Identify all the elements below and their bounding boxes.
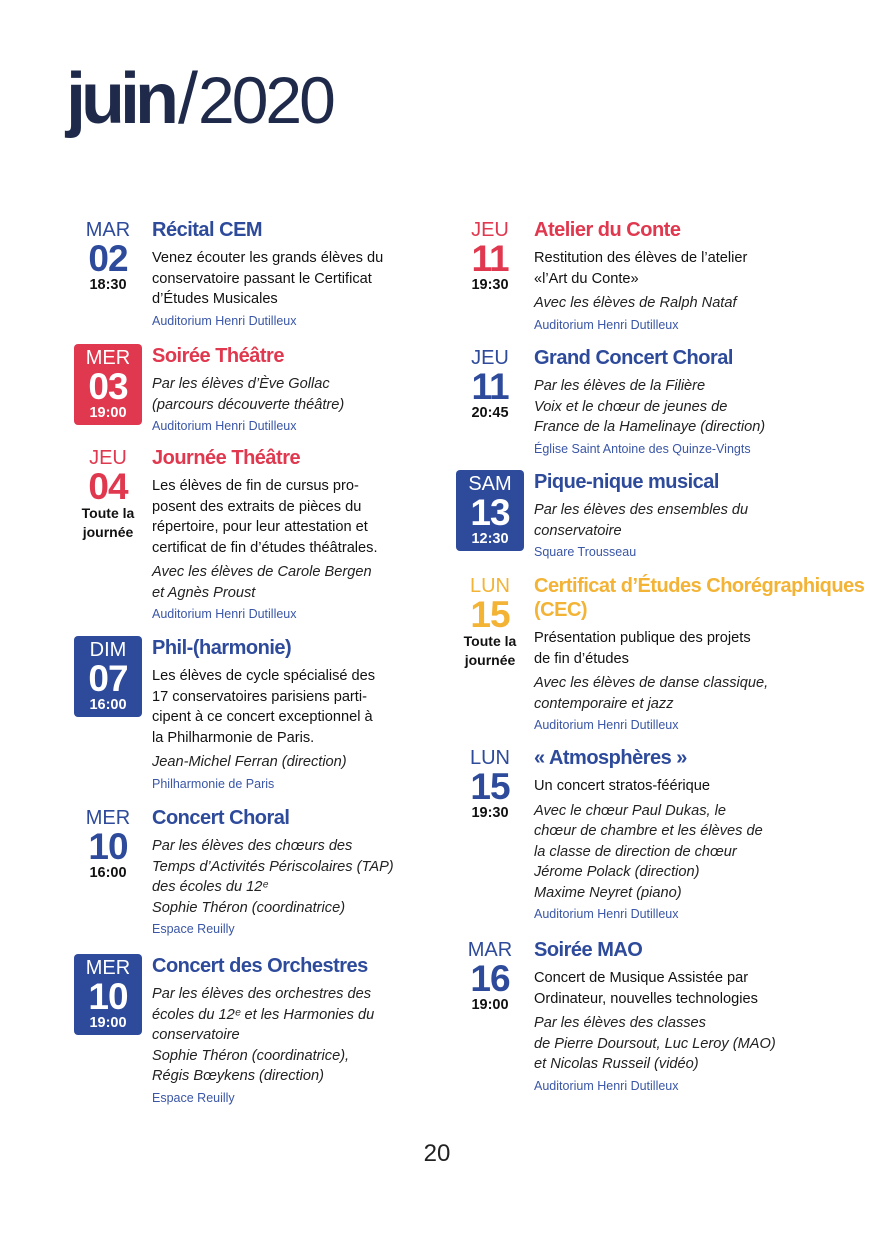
event-credits: [152, 562, 502, 603]
event-weekday: MER: [85, 807, 131, 829]
event-item: [456, 346, 874, 458]
event-credit-line: (parcours découverte théâtre): [152, 396, 345, 413]
event-credit-line: écoles du 12ᵉ et les Harmonies du: [152, 1006, 375, 1023]
event-venue: Auditorium Henri Dutilleux: [152, 419, 297, 433]
event-credit-line: Par les élèves des chœurs des: [152, 838, 353, 854]
event-body: [152, 446, 502, 623]
event-venue: Philharmonie de Paris: [152, 776, 275, 791]
event-title: Récital CEM: [152, 219, 263, 241]
event-body: [152, 954, 502, 1107]
event-date: [456, 346, 524, 422]
event-credit-line: Jérome Polack (direction): [534, 864, 700, 880]
event-time: 16:00: [89, 697, 127, 713]
event-credit-line: Maxime Neyret (piano): [534, 884, 682, 901]
event-credit-line: Avec les élèves de danse classique,: [534, 675, 769, 691]
event-item: [74, 636, 502, 793]
event-day-number: 15: [470, 766, 510, 807]
event-date: [456, 938, 524, 1014]
event-credit-line: et Agnès Proust: [152, 584, 256, 601]
event-item: [74, 218, 502, 330]
event-item: [74, 446, 502, 623]
title-month: juin: [66, 59, 174, 139]
event-date: [74, 344, 142, 425]
event-time: 20:45: [471, 405, 509, 421]
event-credit-line: conservatoire: [534, 522, 622, 539]
event-body: [152, 218, 502, 330]
event-date: [74, 636, 142, 717]
event-weekday: LUN: [469, 747, 510, 769]
event-venue: Auditorium Henri Dutilleux: [534, 1078, 679, 1093]
page-title: [66, 58, 333, 148]
event-title: Phil-(harmonie): [152, 637, 292, 659]
event-day-number: 16: [470, 958, 510, 999]
event-time: Toute la journée: [463, 633, 517, 668]
event-body: [534, 938, 874, 1095]
event-venue: Square Trousseau: [534, 545, 637, 559]
event-credit-line: Voix et le chœur de jeunes de: [534, 398, 728, 415]
event-date: [456, 574, 524, 670]
event-description-line: Présentation publique des projets: [534, 630, 751, 646]
event-day-number: 04: [88, 466, 128, 507]
event-credit-line: Par les élèves des ensembles du: [534, 502, 749, 518]
event-title: Certificat d’Études Chorégraphiques (CEC): [534, 575, 865, 621]
title-year: 2020: [197, 63, 333, 137]
event-title: Concert Choral: [152, 807, 290, 829]
event-day-number: 02: [88, 238, 128, 279]
event-item: [456, 938, 874, 1095]
event-credits: [534, 376, 874, 438]
event-title: « Atmosphères »: [534, 747, 687, 769]
page-number: 20: [423, 1140, 451, 1167]
event-body: [534, 470, 874, 561]
event-weekday: MAR: [467, 939, 513, 961]
event-weekday: LUN: [469, 575, 510, 597]
event-time: 19:00: [471, 997, 509, 1013]
event-date: [456, 218, 524, 294]
event-item: [456, 470, 874, 561]
event-item: [456, 574, 874, 734]
event-weekday: MAR: [85, 219, 131, 241]
event-body: [534, 346, 874, 458]
event-date: [456, 470, 524, 551]
event-weekday: JEU: [89, 447, 127, 469]
event-time: 19:30: [471, 805, 509, 821]
event-day-number: 13: [470, 492, 510, 533]
event-title: Atelier du Conte: [534, 219, 681, 241]
event-body: [152, 806, 502, 938]
event-credit-line: Avec les élèves de Carole Bergen: [152, 564, 372, 580]
event-credit-line: Sophie Théron (coordinatrice): [152, 899, 346, 916]
event-date: [74, 218, 142, 294]
event-title: Journée Théâtre: [152, 447, 301, 469]
event-item: [74, 954, 502, 1107]
event-credits: [152, 374, 502, 415]
event-description-line: Les élèves de fin de cursus pro-: [152, 478, 359, 494]
event-venue: Église Saint Antoine des Quinze-Vingts: [534, 441, 751, 456]
event-description-line: d’Études Musicales: [152, 291, 278, 307]
event-description-line: «l’Art du Conte»: [534, 270, 639, 287]
event-venue: Auditorium Henri Dutilleux: [152, 313, 297, 328]
event-credit-line: conservatoire: [152, 1027, 240, 1043]
event-description-line: Venez écouter les grands élèves du: [152, 250, 384, 266]
event-item: [74, 806, 502, 938]
event-credit-line: Par les élèves des orchestres des: [152, 986, 372, 1002]
event-time: 19:30: [471, 277, 509, 293]
event-date: [74, 954, 142, 1035]
event-credits: [152, 984, 502, 1087]
event-credit-line: contemporaire et jazz: [534, 695, 674, 712]
event-body: [534, 218, 874, 334]
event-credit-line: et Nicolas Russeil (vidéo): [534, 1056, 699, 1072]
event-credit-line: de Pierre Doursout, Luc Leroy (MAO): [534, 1035, 776, 1052]
event-weekday: JEU: [471, 219, 509, 241]
event-title: Grand Concert Choral: [534, 347, 733, 369]
event-description-line: la Philharmonie de Paris.: [152, 729, 315, 746]
event-venue: Espace Reuilly: [152, 922, 235, 936]
event-time: 19:00: [89, 405, 127, 421]
event-description-line: posent des extraits de pièces du: [152, 498, 362, 515]
event-title: Soirée Théâtre: [152, 345, 284, 367]
event-credit-line: Jean-Michel Ferran (direction): [152, 754, 347, 770]
event-credit-line: Par les élèves des classes: [534, 1015, 706, 1031]
event-description-line: Les élèves de cycle spécialisé des: [152, 668, 376, 684]
event-date: [74, 446, 142, 542]
event-description-line: répertoire, pour leur attestation et: [152, 519, 368, 535]
event-description-line: de fin d’études: [534, 650, 629, 667]
event-day-number: 10: [88, 976, 128, 1017]
event-weekday: JEU: [471, 347, 509, 369]
event-description-line: cipent à ce concert exceptionnel à: [152, 709, 373, 725]
event-time: 19:00: [89, 1015, 127, 1031]
event-credit-line: chœur de chambre et les élèves de: [534, 823, 763, 839]
event-credits: [152, 752, 502, 773]
event-credit-line: Avec les élèves de Ralph Nataf: [534, 295, 737, 311]
event-day-number: 07: [88, 658, 128, 699]
event-venue: Auditorium Henri Dutilleux: [152, 607, 297, 621]
event-venue: Espace Reuilly: [152, 1090, 235, 1105]
event-venue: Auditorium Henri Dutilleux: [534, 317, 679, 332]
event-description-line: Restitution des élèves de l’atelier: [534, 250, 748, 266]
event-venue: Auditorium Henri Dutilleux: [534, 907, 679, 921]
event-description-line: 17 conservatoires parisiens parti-: [152, 688, 367, 705]
event-description-line: Concert de Musique Assistée par: [534, 970, 749, 986]
event-day-number: 11: [471, 366, 509, 407]
event-day-number: 10: [88, 826, 128, 867]
event-item: [74, 344, 502, 435]
event-credit-line: la classe de direction de chœur: [534, 843, 737, 860]
event-weekday: DIM: [89, 639, 127, 661]
event-description-line: conservatoire passant le Certificat: [152, 270, 372, 287]
event-credits: [534, 293, 874, 314]
event-day-number: 15: [470, 594, 510, 635]
event-credits: [534, 801, 874, 904]
event-weekday: SAM: [468, 473, 512, 495]
event-credits: [152, 836, 502, 918]
event-body: [152, 636, 502, 793]
event-credit-line: des écoles du 12ᵉ: [152, 879, 268, 895]
event-credit-line: Sophie Théron (coordinatrice),: [152, 1047, 350, 1064]
event-credits: [534, 1013, 874, 1075]
event-weekday: MER: [85, 957, 131, 979]
event-day-number: 11: [471, 238, 509, 279]
event-day-number: 03: [88, 366, 128, 407]
event-credit-line: Temps d’Activités Périscolaires (TAP): [152, 858, 394, 875]
event-title: Pique-nique musical: [534, 471, 719, 493]
event-time: 12:30: [471, 531, 509, 547]
event-date: [74, 806, 142, 882]
event-body: [534, 574, 874, 734]
event-credit-line: Par les élèves d’Ève Gollac: [152, 376, 330, 392]
event-title: Concert des Orchestres: [152, 955, 368, 977]
title-slash: /: [177, 59, 198, 139]
event-description-line: certificat de fin d’études théâtrales.: [152, 539, 378, 556]
event-time: 18:30: [89, 277, 127, 293]
event-credit-line: Régis Bœykens (direction): [152, 1068, 324, 1084]
event-time: Toute la journée: [81, 505, 135, 540]
event-credits: [534, 500, 874, 541]
event-credit-line: France de la Hamelinaye (direction): [534, 419, 766, 435]
event-time: 16:00: [89, 865, 127, 881]
event-description-line: Ordinateur, nouvelles technologies: [534, 990, 758, 1007]
event-description-line: Un concert stratos-féérique: [534, 778, 711, 794]
event-weekday: MER: [85, 347, 131, 369]
event-date: [456, 746, 524, 822]
event-body: [152, 344, 502, 435]
event-body: [534, 746, 874, 923]
event-item: [456, 746, 874, 923]
event-credit-line: Avec le chœur Paul Dukas, le: [534, 802, 726, 819]
event-item: [456, 218, 874, 334]
event-title: Soirée MAO: [534, 939, 643, 961]
event-credits: [534, 673, 874, 714]
event-credit-line: Par les élèves de la Filière: [534, 378, 706, 394]
event-venue: Auditorium Henri Dutilleux: [534, 718, 679, 732]
